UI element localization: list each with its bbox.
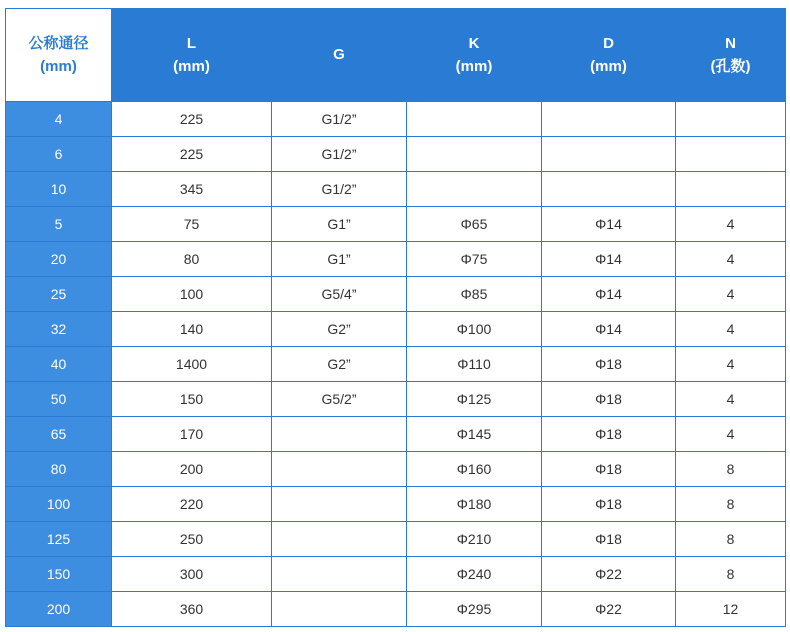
cell-k: Φ100 <box>407 312 542 347</box>
cell-nominal-diameter: 100 <box>6 487 112 522</box>
cell-d: Φ18 <box>542 522 676 557</box>
cell-d: Φ18 <box>542 452 676 487</box>
cell-d: Φ18 <box>542 487 676 522</box>
cell-d <box>542 102 676 137</box>
cell-l: 360 <box>112 592 272 627</box>
cell-g: G1/2” <box>272 102 407 137</box>
cell-k <box>407 137 542 172</box>
cell-n: 8 <box>676 452 786 487</box>
table-body <box>6 102 786 627</box>
cell-d: Φ18 <box>542 417 676 452</box>
cell-g <box>272 557 407 592</box>
cell-l: 220 <box>112 487 272 522</box>
cell-nominal-diameter: 25 <box>6 277 112 312</box>
cell-nominal-diameter: 125 <box>6 522 112 557</box>
column-header-unit: (孔数) <box>710 58 751 75</box>
column-header-n <box>676 9 786 102</box>
cell-k <box>407 102 542 137</box>
column-header-l <box>112 9 272 102</box>
cell-nominal-diameter: 32 <box>6 312 112 347</box>
cell-k: Φ125 <box>407 382 542 417</box>
cell-g <box>272 452 407 487</box>
table-row <box>6 172 786 207</box>
cell-n <box>676 102 786 137</box>
cell-n <box>676 172 786 207</box>
cell-d <box>542 172 676 207</box>
cell-d: Φ22 <box>542 557 676 592</box>
cell-l: 150 <box>112 382 272 417</box>
column-header-k <box>407 9 542 102</box>
table-row <box>6 347 786 382</box>
table-row <box>6 557 786 592</box>
cell-l: 225 <box>112 137 272 172</box>
cell-l: 1400 <box>112 347 272 382</box>
cell-g <box>272 592 407 627</box>
table-row <box>6 487 786 522</box>
table-row <box>6 137 786 172</box>
cell-nominal-diameter: 200 <box>6 592 112 627</box>
cell-g: G1/2” <box>272 137 407 172</box>
cell-nominal-diameter: 10 <box>6 172 112 207</box>
cell-n <box>676 137 786 172</box>
cell-g: G1” <box>272 242 407 277</box>
column-header-unit: (mm) <box>455 58 493 75</box>
cell-d: Φ14 <box>542 242 676 277</box>
cell-nominal-diameter: 4 <box>6 102 112 137</box>
cell-l: 100 <box>112 277 272 312</box>
column-header-d <box>542 9 676 102</box>
cell-g: G2” <box>272 347 407 382</box>
column-header-g <box>272 9 407 102</box>
cell-l: 200 <box>112 452 272 487</box>
cell-k: Φ145 <box>407 417 542 452</box>
column-header-label: K <box>468 34 480 52</box>
cell-l: 140 <box>112 312 272 347</box>
cell-k: Φ210 <box>407 522 542 557</box>
cell-k: Φ295 <box>407 592 542 627</box>
cell-nominal-diameter: 50 <box>6 382 112 417</box>
cell-n: 4 <box>676 242 786 277</box>
cell-k: Φ110 <box>407 347 542 382</box>
cell-nominal-diameter: 150 <box>6 557 112 592</box>
cell-g: G2” <box>272 312 407 347</box>
column-header-label: 公称通径 <box>28 34 89 52</box>
column-header-nominal-diameter <box>6 9 112 102</box>
cell-g: G1/2” <box>272 172 407 207</box>
cell-n: 8 <box>676 487 786 522</box>
cell-d: Φ18 <box>542 347 676 382</box>
table-row <box>6 277 786 312</box>
column-header-unit: (mm) <box>40 58 77 75</box>
table-row <box>6 382 786 417</box>
cell-g: G5/2” <box>272 382 407 417</box>
cell-l: 80 <box>112 242 272 277</box>
cell-g <box>272 522 407 557</box>
cell-d <box>542 137 676 172</box>
table-row <box>6 452 786 487</box>
cell-nominal-diameter: 5 <box>6 207 112 242</box>
column-header-unit: (mm) <box>173 58 210 75</box>
cell-n: 4 <box>676 312 786 347</box>
cell-n: 4 <box>676 207 786 242</box>
cell-n: 12 <box>676 592 786 627</box>
cell-n: 8 <box>676 557 786 592</box>
column-header-label: G <box>333 46 345 64</box>
cell-k: Φ160 <box>407 452 542 487</box>
cell-d: Φ18 <box>542 382 676 417</box>
cell-d: Φ14 <box>542 207 676 242</box>
cell-n: 4 <box>676 347 786 382</box>
cell-d: Φ14 <box>542 277 676 312</box>
cell-l: 170 <box>112 417 272 452</box>
cell-l: 300 <box>112 557 272 592</box>
column-header-unit: (mm) <box>590 58 627 75</box>
cell-n: 4 <box>676 382 786 417</box>
table-row <box>6 102 786 137</box>
table-row <box>6 207 786 242</box>
cell-g: G5/4” <box>272 277 407 312</box>
cell-d: Φ22 <box>542 592 676 627</box>
cell-d: Φ14 <box>542 312 676 347</box>
table-row <box>6 592 786 627</box>
cell-nominal-diameter: 80 <box>6 452 112 487</box>
table-row <box>6 312 786 347</box>
cell-k: Φ85 <box>407 277 542 312</box>
cell-l: 345 <box>112 172 272 207</box>
table-row <box>6 522 786 557</box>
table-row <box>6 242 786 277</box>
table-header <box>6 9 786 102</box>
cell-g <box>272 417 407 452</box>
column-header-label: L <box>186 34 197 52</box>
cell-n: 4 <box>676 277 786 312</box>
table-row <box>6 417 786 452</box>
cell-nominal-diameter: 6 <box>6 137 112 172</box>
cell-g <box>272 487 407 522</box>
table-header-row <box>6 9 786 102</box>
cell-n: 4 <box>676 417 786 452</box>
cell-k: Φ180 <box>407 487 542 522</box>
specification-table <box>5 8 786 627</box>
cell-l: 250 <box>112 522 272 557</box>
cell-g: G1” <box>272 207 407 242</box>
cell-l: 225 <box>112 102 272 137</box>
cell-l: 75 <box>112 207 272 242</box>
column-header-label: D <box>603 34 614 52</box>
cell-k: Φ75 <box>407 242 542 277</box>
cell-k <box>407 172 542 207</box>
cell-k: Φ240 <box>407 557 542 592</box>
cell-nominal-diameter: 65 <box>6 417 112 452</box>
cell-nominal-diameter: 40 <box>6 347 112 382</box>
cell-n: 8 <box>676 522 786 557</box>
cell-nominal-diameter: 20 <box>6 242 112 277</box>
cell-k: Φ65 <box>407 207 542 242</box>
column-header-label: N <box>725 34 736 52</box>
